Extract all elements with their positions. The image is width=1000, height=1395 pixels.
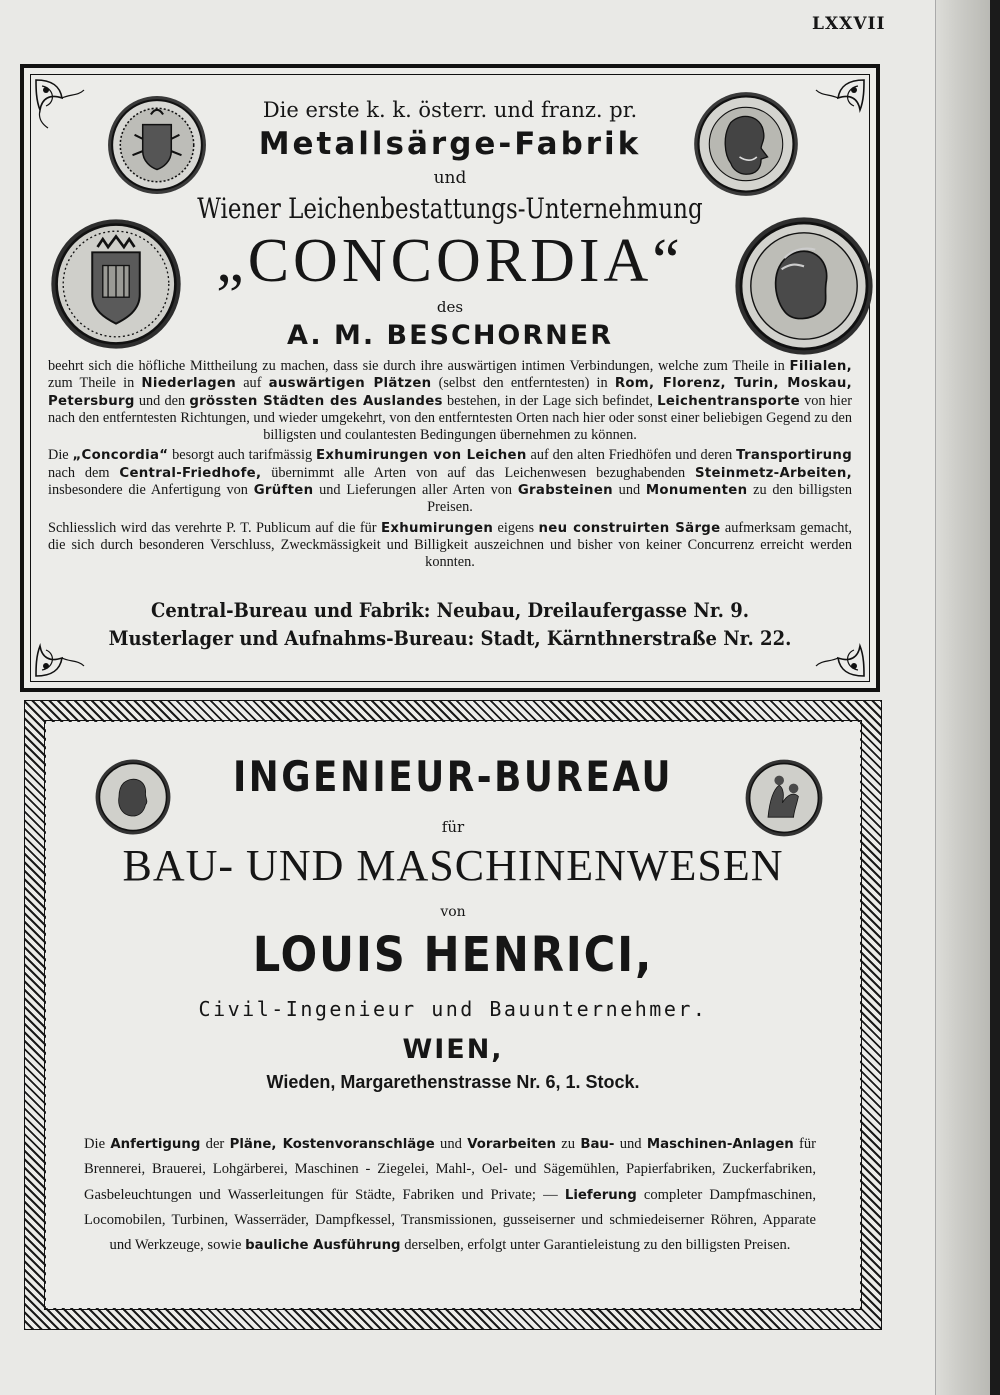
- emphasized-text: Exhumirungen von Leichen: [315, 448, 527, 464]
- emphasized-text: Niederlagen: [141, 376, 237, 392]
- emphasized-text: auswärtigen Plätzen: [268, 376, 432, 392]
- emphasized-text: Bau-: [580, 1137, 615, 1152]
- emphasized-text: Monumenten: [645, 483, 748, 499]
- profession: Civil-Ingenieur und Bauunternehmer.: [198, 997, 708, 1021]
- paragraph: beehrt sich die höfliche Mittheilung zu machen, dass sie durch ihre auswärtigen intimen Verbindungen, welche zum Theile in Filialen, zum Theile in Niederlagen auf auswärtigen Plätzen (selbst den entferntesten) in Rom, Florenz, Turin, Moskau, Petersburg und den grössten Städten des Auslandes bestehen, in der Lage sich befindet, Leichentransporte von hier nach den entferntesten Richtungen, und wieder umgekehrt, von den entferntesten Orten nach hier oder sonst einer beliebigen Gegend zu den billigsten und coulantesten Bedingungen übernehmen zu können.: [48, 358, 853, 444]
- emphasized-text: bauliche Ausführung: [245, 1238, 401, 1254]
- emphasized-text: Exhumirungen: [380, 520, 494, 536]
- concordia-advertisement: [20, 64, 880, 692]
- emphasized-text: Filialen,: [789, 359, 852, 374]
- emphasized-text: Anfertigung: [110, 1137, 201, 1152]
- emphasized-text: Central-Friedhofe,: [119, 465, 262, 481]
- emphasized-text: Vorarbeiten: [467, 1137, 556, 1152]
- preposition: für: [441, 818, 465, 836]
- conjunction: und: [433, 168, 467, 188]
- emphasized-text: grössten Städten des Auslandes: [189, 393, 443, 409]
- intro-line: Die erste k. k. österr. und franz. pr.: [262, 98, 638, 122]
- paragraph: Schliesslich wird das verehrte P. T. Publicum auf die für Exhumirungen eigens neu construirten Särge aufmerksam gemacht, die sich durch besonderen Verschluss, Zweckmässigkeit und Billigkeit auszeichnen und bisher von keiner Concurrenz erreicht werden konnten.: [48, 519, 853, 571]
- emphasized-text: Leichentransporte: [657, 393, 800, 409]
- central-bureau-address: Central-Bureau und Fabrik: Neubau, Dreilaufergasse Nr. 9.: [150, 598, 750, 622]
- emphasized-text: Pläne, Kostenvoranschläge: [229, 1137, 435, 1152]
- emphasized-text: Rom, Florenz, Turin, Moskau, Petersburg: [48, 376, 853, 409]
- page-edge: [935, 0, 991, 1395]
- paragraph: Die „Concordia“ besorgt auch tarifmässig Exhumirungen von Leichen auf den alten Friedhöfen und deren Transportirung nach dem Central-Friedhofe, übernimmt alle Arten von auf das Leichenwesen bezughabenden Steinmetz-Arbeiten, insbesondere die Anfertigung von Grüften und Lieferungen aller Arten von Grabsteinen und Monumenten zu den billigsten Preisen.: [48, 447, 853, 516]
- emphasized-text: Maschinen-Anlagen: [646, 1137, 794, 1152]
- city: WIEN,: [402, 1034, 504, 1065]
- emphasized-text: Lieferung: [564, 1187, 637, 1203]
- concordia-body-text: [48, 358, 852, 575]
- emphasized-text: Grabsteinen: [517, 483, 613, 499]
- page-number: LXXVII: [812, 14, 886, 34]
- bureau-subtitle: BAU- UND MASCHINENWESEN: [122, 841, 784, 890]
- paragraph: Die Anfertigung der Pläne, Kostenvoranschläge und Vorarbeiten zu Bau- und Maschinen-Anlagen für Brennerei, Brauerei, Lohgärberei, Maschinen - Ziegelei, Mahl-, Oel- und Sägemühlen, Papierfabriken, Zuckerfabriken, Gasbeleuchtungen und Wasserleitungen für Städte, Fabriken und Private; — Lieferung completer Dampfmaschinen, Locomobilen, Turbinen, Wasserräder, Dampfkessel, Transmissionen, gusseiserner und schmiedeiserner Röhren, Apparate und Werkzeuge, sowie bauliche Ausführung derselben, erfolgt unter Garantieleistung zu den billigsten Preisen.: [84, 1136, 816, 1254]
- showroom-address: Musterlager und Aufnahms-Bureau: Stadt, Kärnthnerstraße Nr. 22.: [108, 626, 792, 650]
- henrici-body-text: [84, 1132, 816, 1258]
- emphasized-text: neu construirten Särge: [538, 520, 721, 536]
- company-subtitle: Wiener Leichenbestattungs-Unternehmung: [197, 192, 703, 225]
- emphasized-text: Grüften: [253, 483, 314, 499]
- owner-name: A. M. BESCHORNER: [286, 320, 614, 351]
- preposition: des: [436, 298, 464, 316]
- engineer-name: LOUIS HENRICI,: [252, 927, 654, 983]
- henrici-advertisement: [46, 722, 860, 1308]
- bureau-title: INGENIEUR-BUREAU: [232, 752, 674, 801]
- company-name: „CONCORDIA“: [216, 227, 684, 295]
- emphasized-text: Transportirung: [736, 448, 853, 464]
- emphasized-text: „Concordia“: [72, 448, 169, 464]
- company-type: Metallsärge-Fabrik: [258, 126, 642, 162]
- street-address: Wieden, Margarethenstrasse Nr. 6, 1. Stock.: [266, 1072, 640, 1092]
- emphasized-text: Steinmetz-Arbeiten,: [695, 465, 852, 481]
- preposition: von: [440, 904, 466, 920]
- binding-shadow: [990, 0, 1000, 1395]
